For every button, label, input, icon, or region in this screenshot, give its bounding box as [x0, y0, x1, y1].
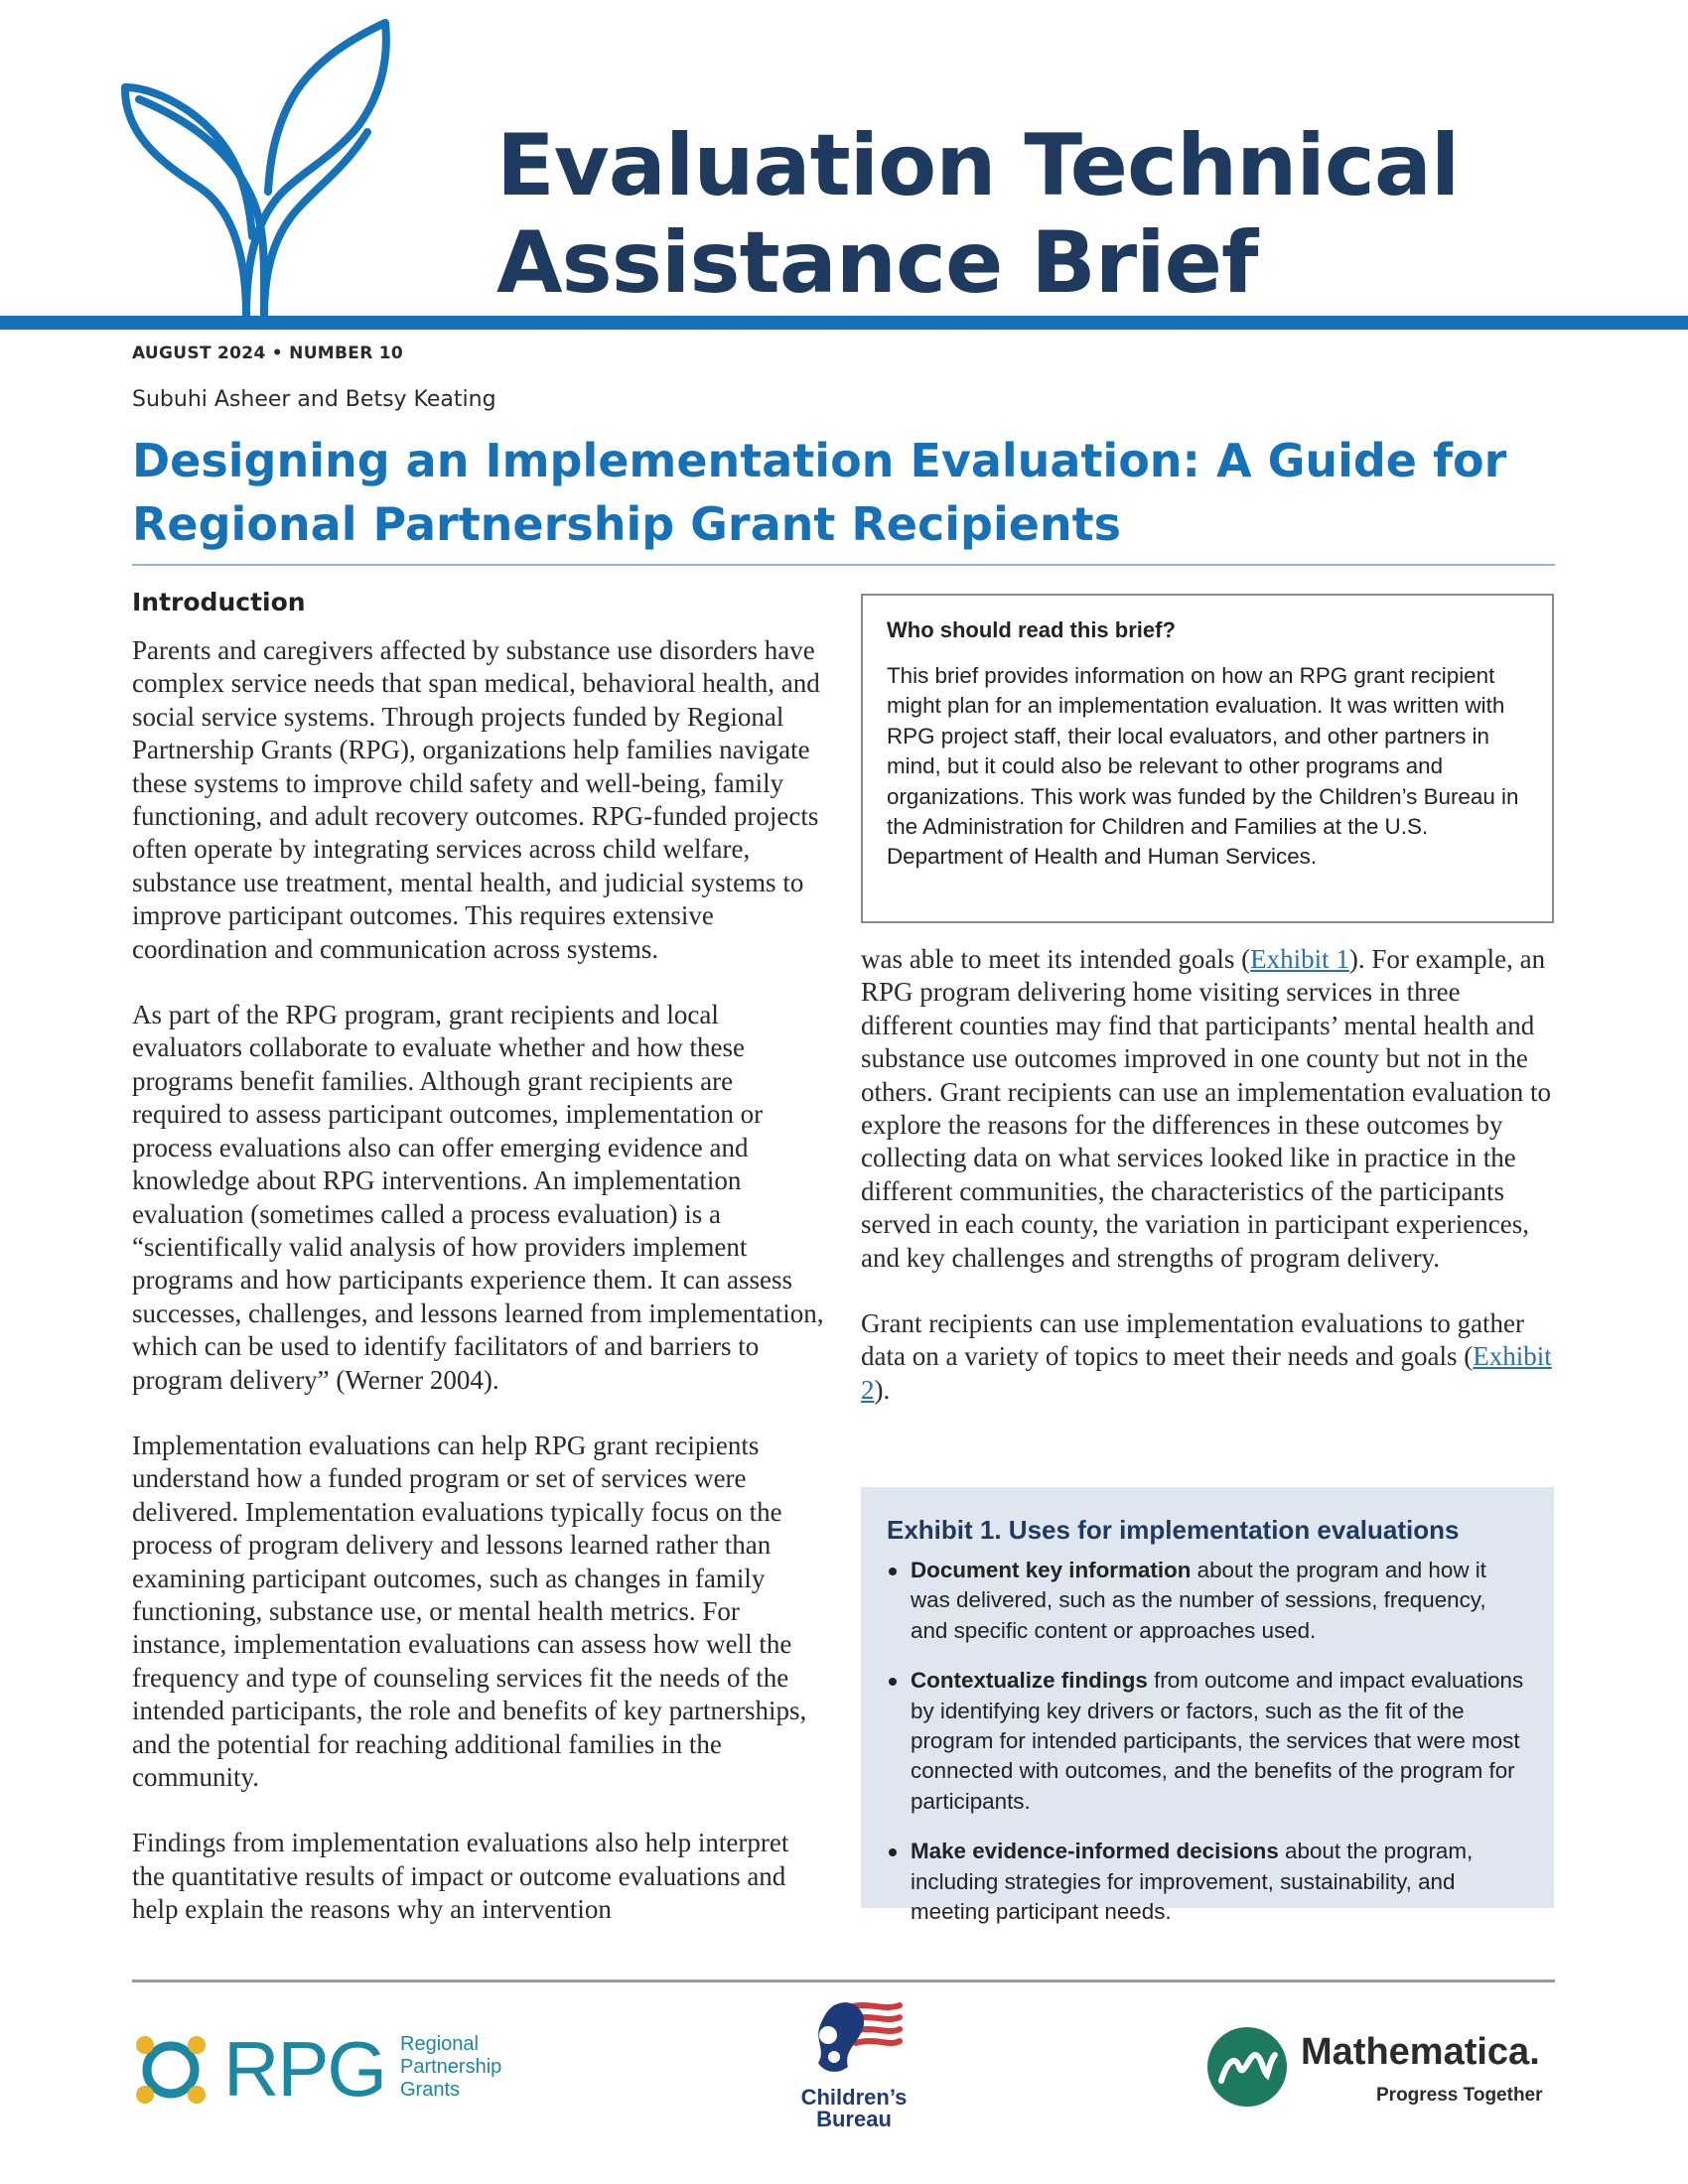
exhibit-1-box [861, 1487, 1554, 1925]
intro-paragraph-2: As part of the RPG program, grant recipients and local evaluators collaborate to evaluate whether and how these programs benefit families. Although grant recipients are required to assess participant outcomes, implementation or process evaluations also can offer emerging evidence and knowledge about RPG interventions. An implementation evaluation (sometimes called a process evaluation) is a “scientifically valid analysis of how providers implement programs and how participants experience them. It can assess successes, challenges, and lessons learned from implementation, which can be used to identify facilitators of and barriers to program delivery” (Werner 2004). [132, 1000, 824, 1395]
mathematica-tagline: Progress Together [1376, 2085, 1543, 2106]
intro-paragraph-1: Parents and caregivers affected by substance use disorders have complex service needs that span medical, behavioral health, and social service systems. Through projects funded by Regional Partnership Grants (RPG), organizations help families navigate these systems to improve child safety and well-being, family functioning, and adult recovery outcomes. RPG-funded projects often operate by integrating services across child welfare, substance use treatment, mental health, and judicial systems to improve participant outcomes. This requires extensive coordination and communication across systems. [132, 635, 820, 964]
introduction-heading: Introduction [132, 588, 306, 616]
who-should-read-callout [861, 594, 1554, 923]
exhibit-item [887, 1837, 1528, 1927]
right-p1-start: was able to meet its intended goals ( [861, 944, 1251, 974]
right-column [861, 943, 1556, 1439]
childrens-bureau-wordmark [784, 2087, 923, 2130]
mathematica-m-icon [1205, 2025, 1289, 2109]
rpg-ring-icon [132, 2031, 210, 2109]
intro-paragraph-4: Findings from implementation evaluations also help interpret the quantitative results of impact or outcome evaluations and help explain the reasons why an intervention [132, 1828, 789, 1925]
exhibit-list [887, 1556, 1528, 1927]
doc-title-line1: Designing an Implementation Evaluation: A Guide for [132, 434, 1507, 487]
rpg-logo [132, 2025, 549, 2115]
document-title [132, 429, 1562, 556]
exhibit-item-text: from outcome and impact evaluations by identifying key drivers or factors, such as the fit of the program for intended participants, the services that were most connected with outcomes, and the benefits of the program for participants. [911, 1668, 1524, 1814]
cb-line-1: Children’s [800, 2085, 908, 2110]
exhibit-2-link[interactable]: Exhibit 2 [861, 1341, 1552, 1405]
right-p1-end: ). For example, an RPG program delivering home visiting services in three different counties may find that participants’ mental health and substance use outcomes improved in one county but not in the others. Grant recipients can use an implementation evaluation to explore the reasons for the differences in these outcomes by collecting data on what services looked like in practice in the different communities, the characteristics of the participants served in each county, the variation in participant experiences, and key challenges and strengths of program delivery. [861, 944, 1552, 1273]
right-paragraph-1 [861, 943, 1556, 1275]
right-p2-end: ). [874, 1374, 891, 1405]
brief-series-title [496, 117, 1638, 312]
callout-body: This brief provides information on how an RPG grant recipient might plan for an implementation evaluation. It was written with RPG project staff, their local evaluators, and other partners in mind, but it could also be relevant to other programs and organizations. This work was funded by the Children’s Bureau in the Administration for Children and Families at the U.S. Department of Health and Human Services. [887, 663, 1519, 870]
childrens-bureau-logo [784, 1995, 923, 2154]
rpg-wordmark [400, 2033, 501, 2102]
left-column [132, 588, 827, 1960]
childrens-bureau-flag-icon [804, 1995, 904, 2085]
exhibit-item-text: about the program, including strategies for improvement, sustainability, and meeting participant needs. [911, 1839, 1474, 1925]
exhibit-item-text: about the program and how it was delivered, such as the number of sessions, frequency, and specific content or approaches used. [911, 1558, 1486, 1643]
rpg-line-2: Partnership [400, 2056, 502, 2078]
authors: Subuhi Asheer and Betsy Keating [132, 387, 496, 412]
title-rule [132, 564, 1555, 566]
exhibit-item-bold: Make evidence-informed decisions [911, 1839, 1279, 1864]
exhibit-title: Exhibit 1. Uses for implementation evaluations [887, 1515, 1460, 1545]
right-paragraph-2 [861, 1307, 1556, 1407]
rpg-letters: RPG [223, 2025, 386, 2113]
rpg-line-1: Regional [400, 2033, 479, 2055]
exhibit-item [887, 1666, 1528, 1817]
header-rule [0, 316, 1688, 330]
exhibit-item-bold: Contextualize findings [911, 1668, 1148, 1694]
issue-date: AUGUST 2024 • NUMBER 10 [132, 343, 404, 363]
exhibit-item [887, 1556, 1528, 1646]
mathematica-logo [1205, 2025, 1563, 2115]
sprout-logo-icon [119, 18, 437, 336]
brief-title-line2: Assistance Brief [496, 213, 1258, 313]
rpg-line-3: Grants [400, 2079, 461, 2101]
cb-line-2: Bureau [816, 2107, 892, 2131]
footer-rule [132, 1979, 1555, 1982]
mathematica-wordmark: Mathematica. [1301, 2031, 1540, 2073]
intro-paragraph-3: Implementation evaluations can help RPG grant recipients understand how a funded program or set of services were delivered. Implementation evaluations typically focus on the process of program delivery and lessons learned rather than examining participant outcomes, such as changes in family functioning, substance use, or mental health metrics. For instance, implementation evaluations can assess how well the frequency and type of counseling services fit the needs of the intended participants, the role and benefits of key partnerships, and the potential for reaching additional families in the community. [132, 1430, 807, 1792]
exhibit-1-link[interactable]: Exhibit 1 [1250, 944, 1349, 974]
exhibit-item-bold: Document key information [911, 1558, 1192, 1582]
doc-title-line2: Regional Partnership Grant Recipients [132, 497, 1122, 551]
brief-title-line1: Evaluation Technical [496, 116, 1460, 215]
right-p2-start: Grant recipients can use implementation evaluations to gather data on a variety of topics to meet their needs and goals ( [861, 1308, 1525, 1372]
callout-title: Who should read this brief? [887, 617, 1176, 642]
